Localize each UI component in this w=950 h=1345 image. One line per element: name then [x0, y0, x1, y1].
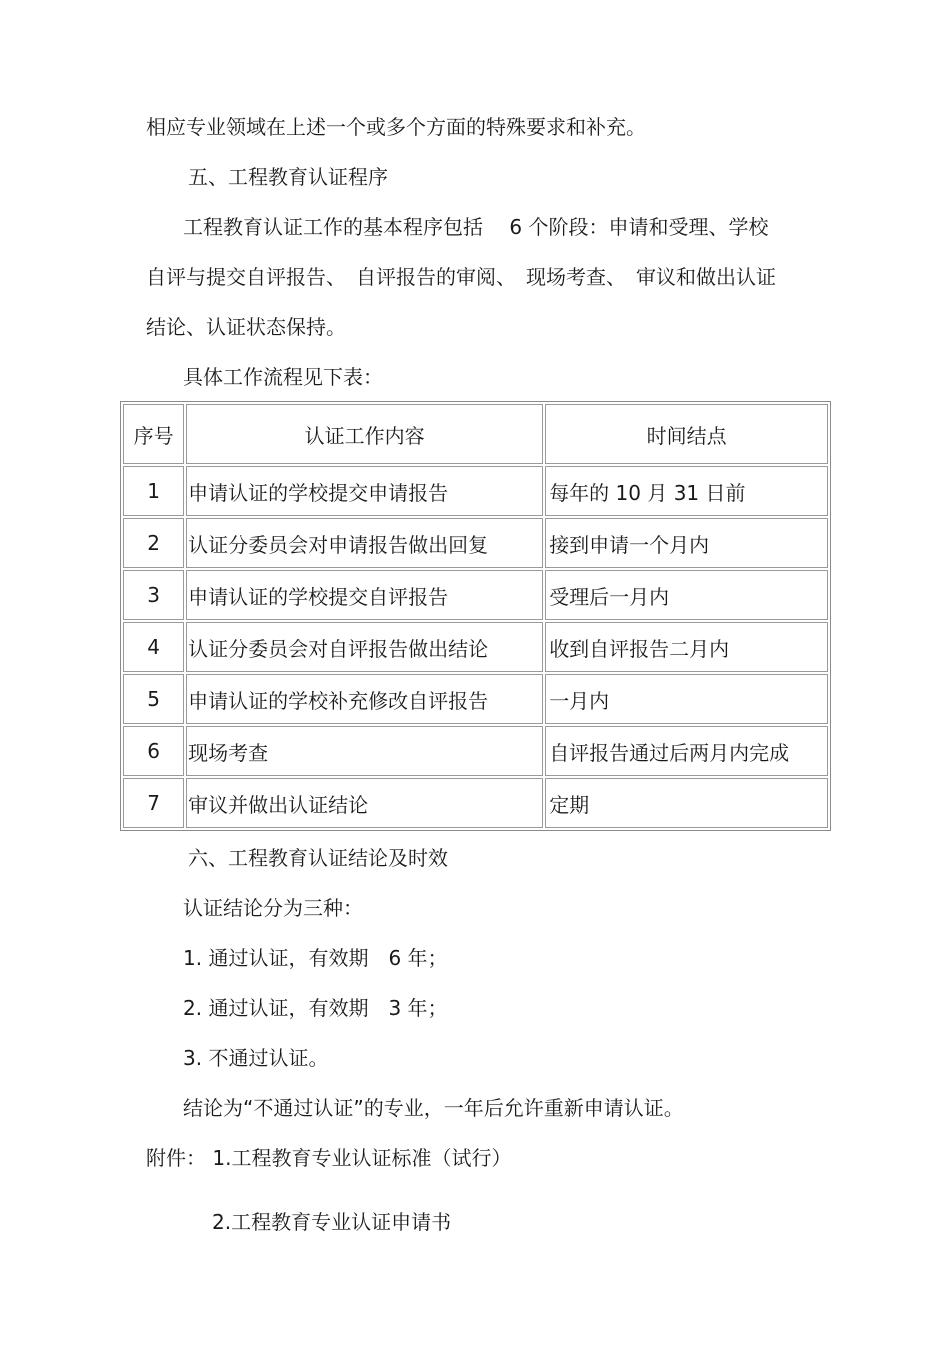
table-row: [123, 778, 828, 828]
conclusion-intro: 认证结论分为三种：: [183, 896, 363, 920]
row-time: 自评报告通过后两月内完成: [545, 726, 828, 776]
table-row: [123, 466, 828, 516]
row-content: 申请认证的学校提交自评报告: [186, 570, 543, 620]
conclusion-note: 结论为“不通过认证”的专业，一年后允许重新申请认证。: [183, 1096, 684, 1120]
workflow-table: [120, 401, 831, 831]
row-content: 审议并做出认证结论: [186, 778, 543, 828]
header-no: 序号: [123, 404, 184, 464]
conclusion-item-1: 1. 通过认证，有效期 6 年；: [183, 946, 448, 970]
table-header-row: [123, 404, 828, 464]
row-content: 认证分委员会对自评报告做出结论: [186, 622, 543, 672]
procedure-paragraph-line-1: 工程教育认证工作的基本程序包括 6 个阶段：申请和受理、学校: [183, 215, 769, 239]
conclusion-item-3: 3. 不通过认证。: [183, 1046, 329, 1070]
row-time: 收到自评报告二月内: [545, 622, 828, 672]
row-time: 定期: [545, 778, 828, 828]
row-no: 7: [123, 778, 184, 828]
row-content: 申请认证的学校补充修改自评报告: [186, 674, 543, 724]
conclusion-item-2: 2. 通过认证，有效期 3 年；: [183, 996, 448, 1020]
header-time: 时间结点: [545, 404, 828, 464]
row-content: 现场考查: [186, 726, 543, 776]
row-no: 4: [123, 622, 184, 672]
row-no: 2: [123, 518, 184, 568]
section-heading-5: 五、工程教育认证程序: [188, 165, 388, 189]
table-row: [123, 622, 828, 672]
row-no: 1: [123, 466, 184, 516]
paragraph-continuation: 相应专业领域在上述一个或多个方面的特殊要求和补充。: [146, 115, 646, 139]
procedure-paragraph-line-2: 自评与提交自评报告、 自评报告的审阅、 现场考查、 审议和做出认证: [146, 265, 776, 289]
row-time: 接到申请一个月内: [545, 518, 828, 568]
table-row: [123, 726, 828, 776]
row-time: 受理后一月内: [545, 570, 828, 620]
table-row: [123, 674, 828, 724]
row-time: 每年的 10 月 31 日前: [545, 466, 828, 516]
row-time: 一月内: [545, 674, 828, 724]
procedure-paragraph-line-3: 结论、认证状态保持。: [146, 315, 346, 339]
row-content: 认证分委员会对申请报告做出回复: [186, 518, 543, 568]
attachment-line-2: 2.工程教育专业认证申请书: [212, 1210, 452, 1234]
row-no: 5: [123, 674, 184, 724]
table-row: [123, 570, 828, 620]
header-content: 认证工作内容: [186, 404, 543, 464]
attachment-line-1: 附件： 1.工程教育专业认证标准（试行）: [146, 1146, 512, 1170]
row-content: 申请认证的学校提交申请报告: [186, 466, 543, 516]
row-no: 6: [123, 726, 184, 776]
section-heading-6: 六、工程教育认证结论及时效: [188, 846, 448, 870]
table-row: [123, 518, 828, 568]
table-intro: 具体工作流程见下表：: [183, 365, 383, 389]
row-no: 3: [123, 570, 184, 620]
